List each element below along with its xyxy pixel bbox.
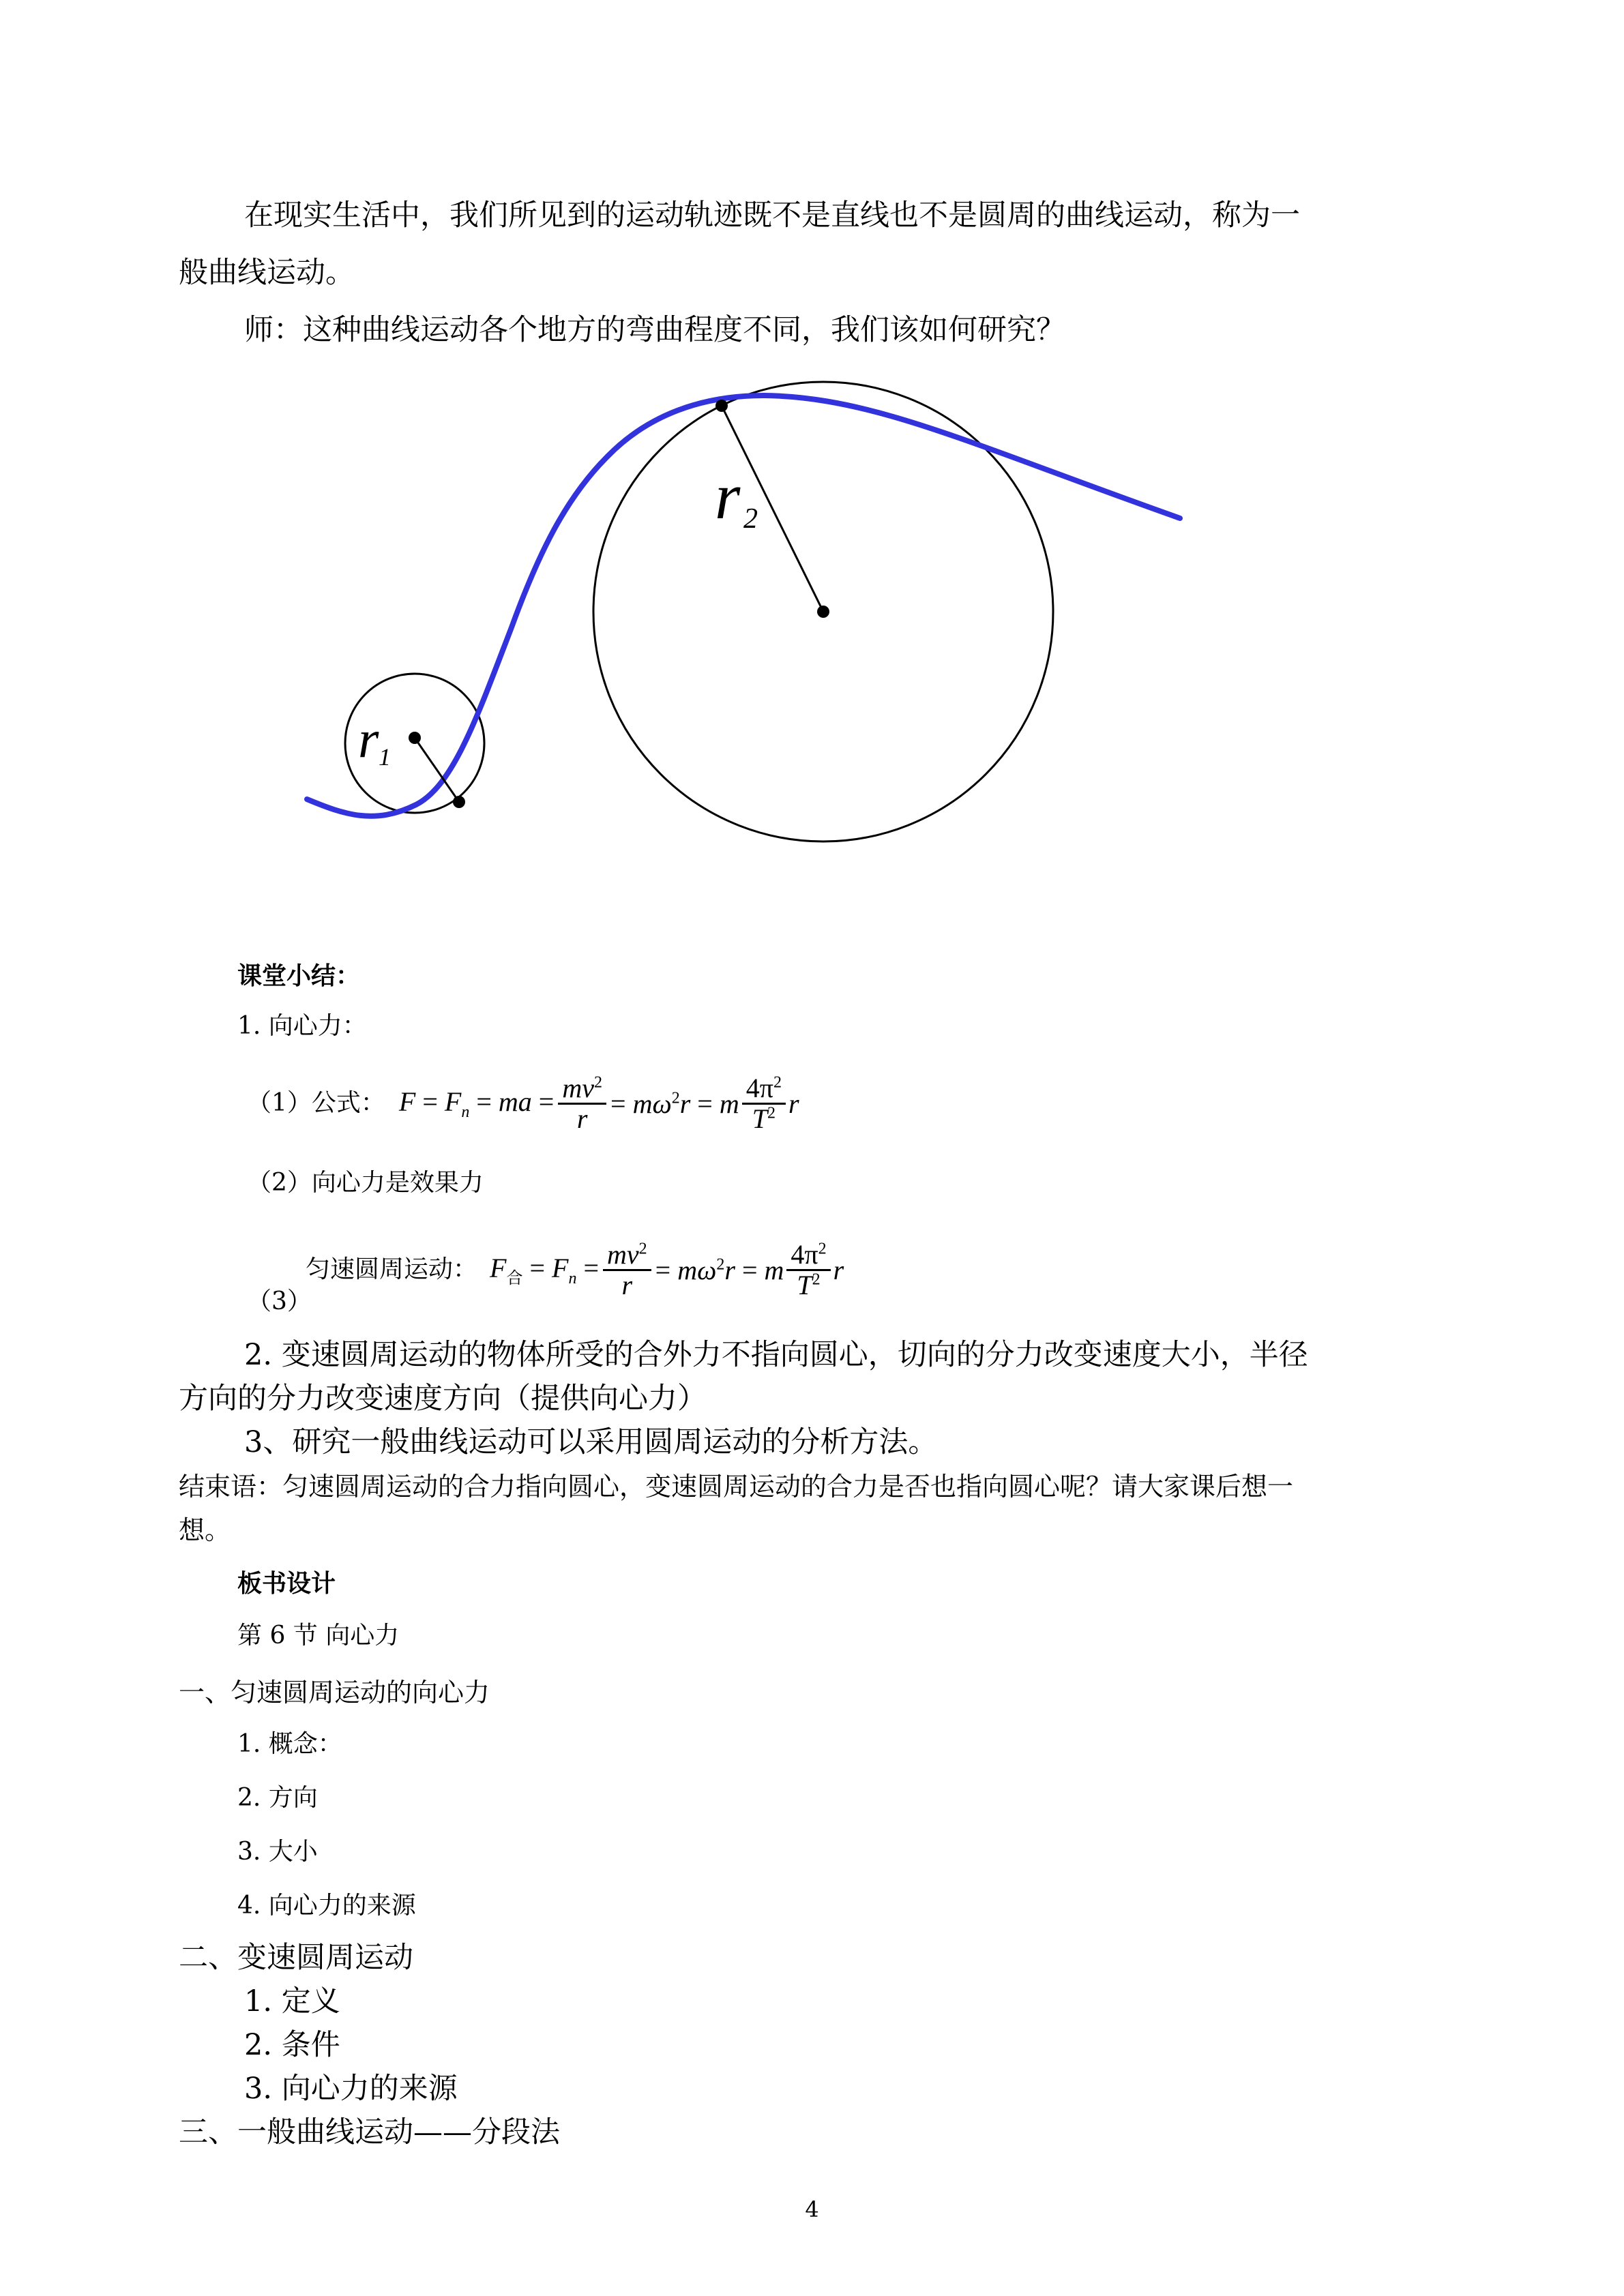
r2-center-point [817,606,829,618]
board-part1-item: 3. 大小 [237,1838,318,1866]
page-number: 4 [805,2196,819,2222]
label-r1: r [358,709,379,769]
board-heading: 板书设计 [237,1569,336,1598]
board-part3: 三、一般曲线运动——分段法 [179,2115,560,2149]
board-part1: 一、匀速圆周运动的向心力 [179,1678,490,1708]
label-r2-sub: 2 [743,503,758,535]
r1-tangent-point [453,796,465,808]
board-part2: 二、变速圆周运动 [179,1941,413,1975]
summary-item3-label: （3） [247,1287,312,1315]
intro-paragraph-line1: 在现实生活中，我们所见到的运动轨迹既不是直线也不是圆周的曲线运动，称为一 [244,198,1300,233]
formula-1: （1）公式： $F = F_n$ = ma = $\frac{mv^2}{r}$ = $m\omega^2r = m$ $\frac{4\pi^2}{T^2}$ r [247,1072,799,1134]
board-part2-item: 1. 定义 [244,1984,340,2018]
formula-uniform: 匀速圆周运动： $F_合 = F_n$ = $\frac{mv^2}{r}$ = $m\omega^2r = m$ $\frac{4\pi^2}{T^2}$ r [306,1238,844,1300]
uniform-label: 匀速圆周运动： [306,1255,478,1283]
summary-item2-line1: 2. 变速圆周运动的物体所受的合外力不指向圆心，切向的分力改变速度大小，半径 [244,1338,1308,1372]
ending-line1: 结束语：匀速圆周运动的合力指向圆心，变速圆周运动的合力是否也指向圆心呢？请大家课后想一 [179,1472,1294,1502]
board-part2-item: 2. 条件 [244,2028,340,2062]
summary-effect-force: （2）向心力是效果力 [247,1169,484,1197]
formula-1-label: （1）公式： [247,1089,385,1117]
teacher-question: 师：这种曲线运动各个地方的弯曲程度不同，我们该如何研究？ [244,313,1065,347]
r2-tangent-point [715,400,728,412]
ending-line2: 想。 [179,1515,231,1545]
general-curve [307,396,1180,816]
curvature-diagram [293,355,1200,914]
label-r2: r [715,460,741,533]
summary-item3: 3、研究一般曲线运动可以采用圆周运动的分析方法。 [244,1425,938,1459]
board-part2-item: 3. 向心力的来源 [244,2072,458,2106]
summary-heading: 课堂小结： [237,961,361,990]
summary-item2-line2: 方向的分力改变速度方向（提供向心力） [179,1382,707,1416]
board-section-title: 第 6 节 向心力 [237,1622,400,1650]
board-part1-item: 4. 向心力的来源 [237,1892,416,1920]
r1-center-point [409,732,421,744]
board-part1-item: 2. 方向 [237,1784,318,1812]
summary-item1: 1. 向心力： [237,1012,367,1040]
board-part1-item: 1. 概念： [237,1730,342,1758]
label-r1-sub: 1 [379,743,391,771]
intro-paragraph-line2: 般曲线运动。 [179,256,355,290]
